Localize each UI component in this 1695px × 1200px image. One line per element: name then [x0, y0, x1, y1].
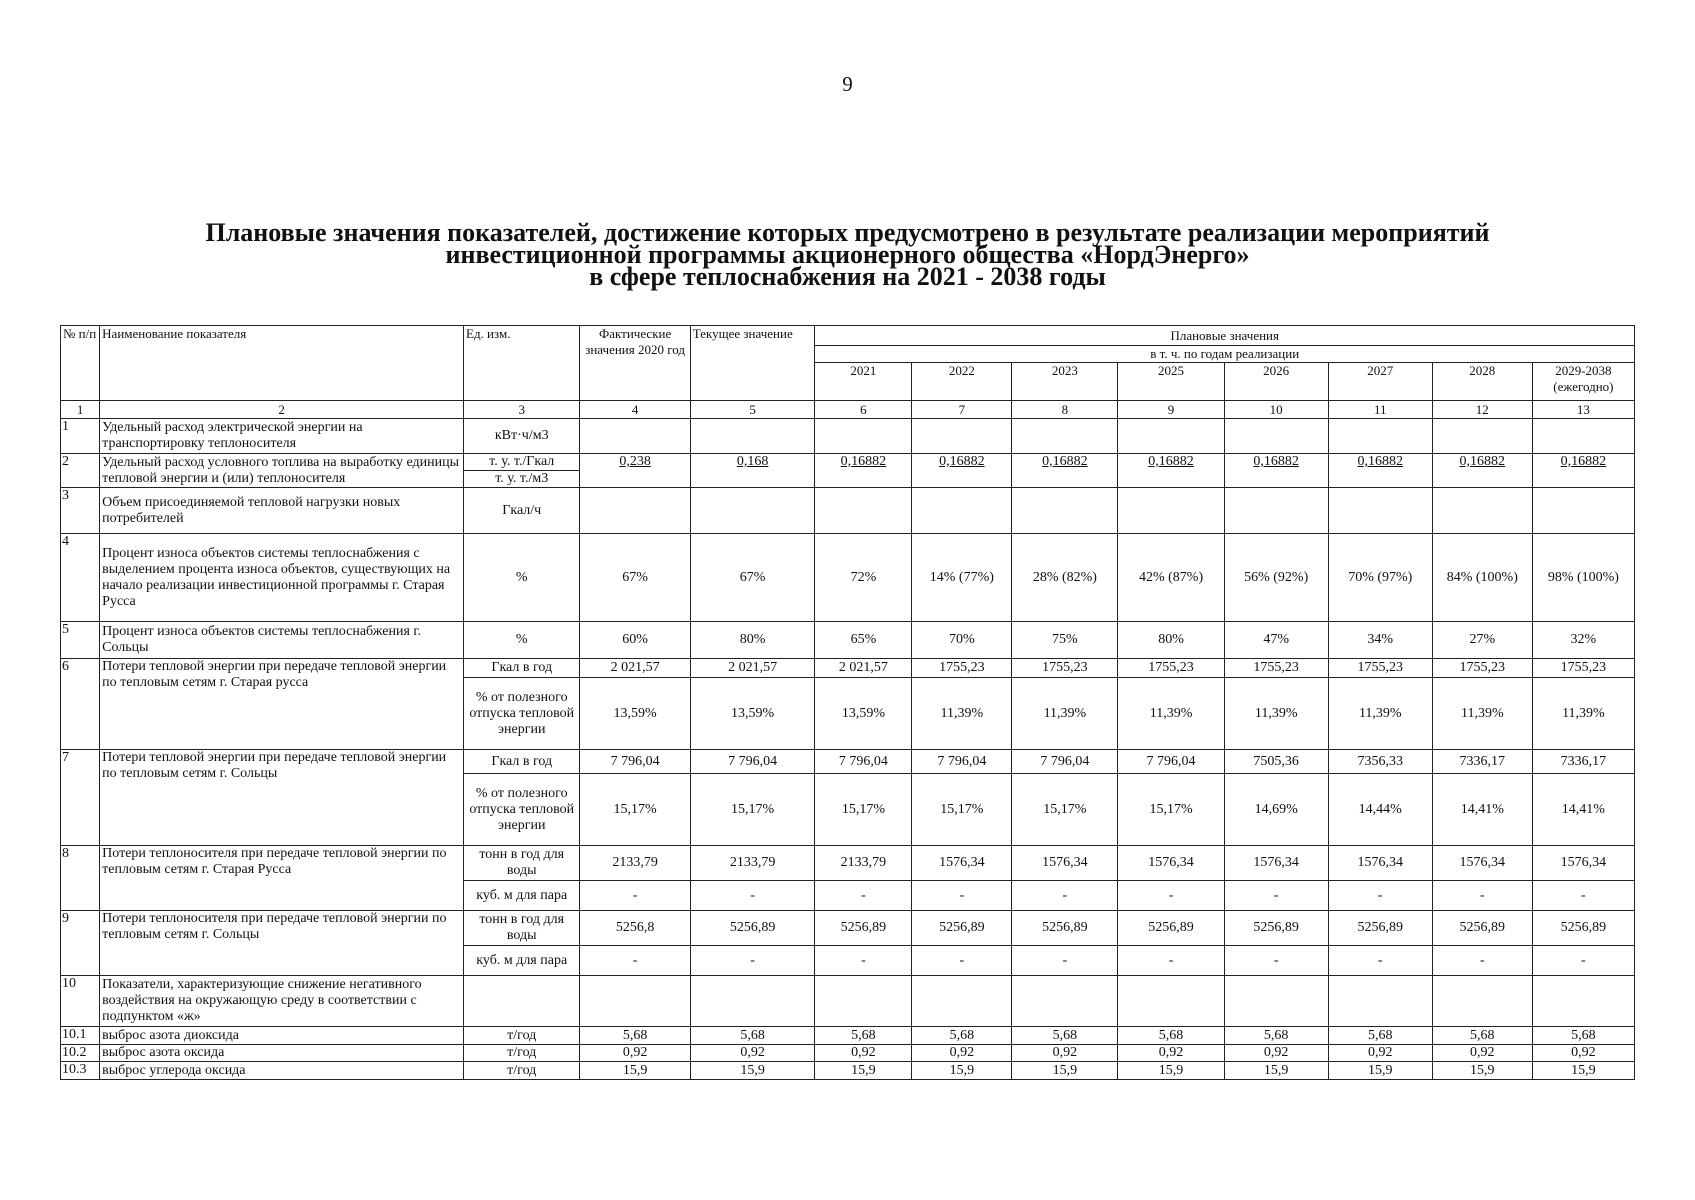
value-cell: 47% — [1224, 622, 1328, 659]
column-number: 10 — [1224, 401, 1328, 419]
header-year: 2026 — [1224, 363, 1328, 401]
column-number: 9 — [1118, 401, 1224, 419]
value-cell: - — [815, 946, 912, 976]
column-number: 2 — [100, 401, 464, 419]
value-cell: 0,92 — [1012, 1045, 1118, 1062]
value-cell — [1432, 976, 1532, 1027]
value-cell: 0,92 — [1328, 1045, 1432, 1062]
value-cell: 11,39% — [1012, 678, 1118, 750]
value-cell: 1755,23 — [1224, 659, 1328, 678]
value-cell: 2 021,57 — [580, 659, 690, 678]
header-plan: Плановые значения — [815, 326, 1635, 346]
value-cell — [815, 419, 912, 454]
value-cell: 15,9 — [1012, 1062, 1118, 1080]
unit-cell: % — [464, 534, 580, 622]
value-cell — [580, 488, 690, 534]
value-cell: - — [1012, 946, 1118, 976]
table-row — [61, 750, 1635, 774]
table-row — [61, 911, 1635, 946]
value-cell — [690, 488, 815, 534]
value-cell: 70% (97%) — [1328, 534, 1432, 622]
value-cell: 5,68 — [690, 1027, 815, 1045]
value-cell: 5256,89 — [1118, 911, 1224, 946]
value-cell: 7356,33 — [1328, 750, 1432, 774]
row-number: 6 — [61, 659, 100, 750]
indicator-name: Процент износа объектов системы теплоснабжения с выделением процента износа объектов, существующих на начало реализации инвестиционной программы г. Старая Русса — [100, 534, 464, 622]
indicator-name: выброс азота оксида — [100, 1045, 464, 1062]
value-cell: 15,9 — [1224, 1062, 1328, 1080]
value-cell: 5256,89 — [912, 911, 1012, 946]
value-cell: 5256,89 — [690, 911, 815, 946]
row-number: 10.1 — [61, 1027, 100, 1045]
value-cell — [1118, 488, 1224, 534]
value-cell: 1755,23 — [1328, 659, 1432, 678]
value-cell: 32% — [1532, 622, 1634, 659]
value-cell: 72% — [815, 534, 912, 622]
unit-cell — [464, 976, 580, 1027]
value-cell — [815, 488, 912, 534]
value-cell — [1224, 419, 1328, 454]
value-cell: 1755,23 — [1118, 659, 1224, 678]
value-cell — [912, 419, 1012, 454]
value-cell: 5256,89 — [1432, 911, 1532, 946]
row-number: 8 — [61, 846, 100, 911]
value-cell: 34% — [1328, 622, 1432, 659]
value-cell — [580, 419, 690, 454]
value-cell: 5256,89 — [1012, 911, 1118, 946]
unit-cell: т/год — [464, 1045, 580, 1062]
value-cell: 0,16882 — [1118, 454, 1224, 488]
value-cell: 67% — [580, 534, 690, 622]
value-cell: 15,17% — [1012, 774, 1118, 846]
value-cell: 5256,89 — [1224, 911, 1328, 946]
value-cell: 2133,79 — [580, 846, 690, 881]
unit-cell: Гкал в год — [464, 659, 580, 678]
value-cell: 0,92 — [1432, 1045, 1532, 1062]
row-number: 4 — [61, 534, 100, 622]
value-cell: 15,9 — [1532, 1062, 1634, 1080]
value-cell: 7 796,04 — [690, 750, 815, 774]
column-number: 6 — [815, 401, 912, 419]
value-cell: - — [1118, 946, 1224, 976]
value-cell: - — [912, 881, 1012, 911]
value-cell — [580, 976, 690, 1027]
value-cell: 0,92 — [1118, 1045, 1224, 1062]
indicator-name: Процент износа объектов системы теплоснабжения г. Сольцы — [100, 622, 464, 659]
value-cell — [1328, 976, 1432, 1027]
unit-cell: т. у. т./Гкал — [464, 454, 580, 471]
value-cell: 15,17% — [912, 774, 1012, 846]
row-number: 9 — [61, 911, 100, 976]
table-row — [61, 1062, 1635, 1080]
table-row — [61, 846, 1635, 881]
value-cell — [1532, 419, 1634, 454]
value-cell: 5256,89 — [815, 911, 912, 946]
value-cell: 0,16882 — [815, 454, 912, 488]
value-cell — [1012, 419, 1118, 454]
value-cell: 1755,23 — [912, 659, 1012, 678]
value-cell — [1118, 976, 1224, 1027]
table-row — [61, 659, 1635, 678]
value-cell: 80% — [690, 622, 815, 659]
value-cell: 15,9 — [912, 1062, 1012, 1080]
value-cell: 11,39% — [1432, 678, 1532, 750]
value-cell — [1224, 488, 1328, 534]
header-fact: Фактические значения 2020 год — [580, 326, 690, 401]
value-cell: - — [1532, 881, 1634, 911]
header-year: 2028 — [1432, 363, 1532, 401]
value-cell: 28% (82%) — [1012, 534, 1118, 622]
table-row — [61, 622, 1635, 659]
value-cell: 11,39% — [1328, 678, 1432, 750]
unit-cell: Гкал в год — [464, 750, 580, 774]
value-cell: 5,68 — [1328, 1027, 1432, 1045]
table-row — [61, 976, 1635, 1027]
value-cell — [1012, 976, 1118, 1027]
column-number: 8 — [1012, 401, 1118, 419]
value-cell: 1576,34 — [1012, 846, 1118, 881]
value-cell: 0,92 — [815, 1045, 912, 1062]
value-cell: 1755,23 — [1432, 659, 1532, 678]
row-number: 5 — [61, 622, 100, 659]
indicators-table — [60, 325, 1635, 1080]
indicator-name: выброс азота диоксида — [100, 1027, 464, 1045]
header-unit: Ед. изм. — [464, 326, 580, 401]
value-cell: 0,16882 — [1012, 454, 1118, 488]
value-cell: 11,39% — [1224, 678, 1328, 750]
column-number: 11 — [1328, 401, 1432, 419]
value-cell: 7 796,04 — [1012, 750, 1118, 774]
value-cell: 1755,23 — [1012, 659, 1118, 678]
value-cell: 15,9 — [815, 1062, 912, 1080]
value-cell: 0,16882 — [912, 454, 1012, 488]
value-cell: 5256,8 — [580, 911, 690, 946]
header-num: № п/п — [61, 326, 100, 401]
value-cell: - — [815, 881, 912, 911]
row-number: 10.3 — [61, 1062, 100, 1080]
value-cell: 7336,17 — [1432, 750, 1532, 774]
value-cell: - — [580, 946, 690, 976]
value-cell: 7 796,04 — [912, 750, 1012, 774]
value-cell — [815, 976, 912, 1027]
header-name: Наименование показателя — [100, 326, 464, 401]
unit-cell: куб. м для пара — [464, 946, 580, 976]
value-cell: 5,68 — [1012, 1027, 1118, 1045]
value-cell — [1328, 488, 1432, 534]
value-cell — [1012, 488, 1118, 534]
unit-cell: тонн в год для воды — [464, 911, 580, 946]
value-cell: 5,68 — [815, 1027, 912, 1045]
value-cell: 5,68 — [1532, 1027, 1634, 1045]
value-cell: 15,17% — [1118, 774, 1224, 846]
value-cell: 98% (100%) — [1532, 534, 1634, 622]
value-cell: 1755,23 — [1532, 659, 1634, 678]
header-year: 2027 — [1328, 363, 1432, 401]
unit-cell: Гкал/ч — [464, 488, 580, 534]
indicator-name: Потери теплоносителя при передаче тепловой энергии по тепловым сетям г. Старая Русса — [100, 846, 464, 911]
value-cell: 7 796,04 — [580, 750, 690, 774]
unit-cell: т/год — [464, 1027, 580, 1045]
title-line-2: инвестиционной программы акционерного общества «НордЭнерго» — [445, 240, 1250, 269]
value-cell: 0,92 — [1224, 1045, 1328, 1062]
value-cell: 0,16882 — [1532, 454, 1634, 488]
header-current: Текущее значение — [690, 326, 815, 401]
value-cell: 2133,79 — [690, 846, 815, 881]
value-cell — [1432, 419, 1532, 454]
value-cell: 65% — [815, 622, 912, 659]
value-cell: 0,92 — [690, 1045, 815, 1062]
value-cell: 14,69% — [1224, 774, 1328, 846]
row-number: 10.2 — [61, 1045, 100, 1062]
value-cell: 60% — [580, 622, 690, 659]
value-cell — [690, 419, 815, 454]
value-cell: - — [1432, 881, 1532, 911]
value-cell: 70% — [912, 622, 1012, 659]
indicator-name: Удельный расход условного топлива на выработку единицы тепловой энергии и (или) теплоносителя — [100, 454, 464, 488]
unit-cell: куб. м для пара — [464, 881, 580, 911]
value-cell: 1576,34 — [1118, 846, 1224, 881]
value-cell: 15,17% — [690, 774, 815, 846]
value-cell: 5256,89 — [1328, 911, 1432, 946]
table-row — [61, 1027, 1635, 1045]
value-cell: 0,92 — [1532, 1045, 1634, 1062]
value-cell — [1224, 976, 1328, 1027]
unit-cell: % от полезного отпуска тепловой энергии — [464, 774, 580, 846]
value-cell: 1576,34 — [912, 846, 1012, 881]
unit-cell: тонн в год для воды — [464, 846, 580, 881]
row-number: 7 — [61, 750, 100, 846]
table-row — [61, 534, 1635, 622]
value-cell: 0,92 — [912, 1045, 1012, 1062]
value-cell: 0,168 — [690, 454, 815, 488]
value-cell: 0,92 — [580, 1045, 690, 1062]
value-cell — [1432, 488, 1532, 534]
column-number: 5 — [690, 401, 815, 419]
header-year: 2021 — [815, 363, 912, 401]
value-cell: 5256,89 — [1532, 911, 1634, 946]
value-cell: 5,68 — [912, 1027, 1012, 1045]
value-cell: 0,16882 — [1432, 454, 1532, 488]
header-plan-sub: в т. ч. по годам реализации — [815, 346, 1635, 363]
unit-cell: т. у. т./м3 — [464, 471, 580, 488]
value-cell: 14,44% — [1328, 774, 1432, 846]
value-cell: 1576,34 — [1532, 846, 1634, 881]
value-cell: 15,9 — [1118, 1062, 1224, 1080]
value-cell: 56% (92%) — [1224, 534, 1328, 622]
value-cell: 67% — [690, 534, 815, 622]
value-cell: 1576,34 — [1432, 846, 1532, 881]
indicator-name: выброс углерода оксида — [100, 1062, 464, 1080]
indicator-name: Удельный расход электрической энергии на транспортировку теплоносителя — [100, 419, 464, 454]
unit-cell: % — [464, 622, 580, 659]
value-cell: 0,16882 — [1224, 454, 1328, 488]
value-cell: 13,59% — [690, 678, 815, 750]
value-cell: 7 796,04 — [1118, 750, 1224, 774]
unit-cell: % от полезного отпуска тепловой энергии — [464, 678, 580, 750]
column-number: 12 — [1432, 401, 1532, 419]
value-cell: 5,68 — [1224, 1027, 1328, 1045]
value-cell: 15,9 — [1432, 1062, 1532, 1080]
page-number: 9 — [842, 72, 853, 96]
value-cell: 15,17% — [815, 774, 912, 846]
row-number: 10 — [61, 976, 100, 1027]
header-year: 2023 — [1012, 363, 1118, 401]
value-cell: - — [1432, 946, 1532, 976]
value-cell: - — [912, 946, 1012, 976]
value-cell: - — [690, 881, 815, 911]
value-cell: - — [1118, 881, 1224, 911]
value-cell: 1576,34 — [1328, 846, 1432, 881]
table-row — [61, 1045, 1635, 1062]
title-line-3: в сфере теплоснабжения на 2021 - 2038 годы — [589, 262, 1106, 291]
value-cell: 11,39% — [912, 678, 1012, 750]
value-cell: 14,41% — [1532, 774, 1634, 846]
indicator-name: Потери тепловой энергии при передаче тепловой энергии по тепловым сетям г. Сольцы — [100, 750, 464, 846]
value-cell — [1532, 976, 1634, 1027]
document-title — [60, 218, 1635, 291]
value-cell: 0,238 — [580, 454, 690, 488]
value-cell: 13,59% — [815, 678, 912, 750]
column-number: 4 — [580, 401, 690, 419]
value-cell — [690, 976, 815, 1027]
header-year: 2025 — [1118, 363, 1224, 401]
value-cell: - — [1328, 881, 1432, 911]
value-cell — [912, 488, 1012, 534]
column-number: 7 — [912, 401, 1012, 419]
value-cell: 27% — [1432, 622, 1532, 659]
value-cell: 7505,36 — [1224, 750, 1328, 774]
value-cell: 2133,79 — [815, 846, 912, 881]
value-cell: 7336,17 — [1532, 750, 1634, 774]
value-cell: 15,9 — [690, 1062, 815, 1080]
value-cell: 80% — [1118, 622, 1224, 659]
header-year: 2029-2038 (ежегодно) — [1532, 363, 1634, 401]
unit-cell: т/год — [464, 1062, 580, 1080]
table-row — [61, 454, 1635, 471]
value-cell: 2 021,57 — [690, 659, 815, 678]
row-number: 1 — [61, 419, 100, 454]
value-cell: - — [1224, 946, 1328, 976]
value-cell: 15,17% — [580, 774, 690, 846]
value-cell: - — [690, 946, 815, 976]
title-line-1: Плановые значения показателей, достижение которых предусмотрено в результате реализации мероприятий — [205, 218, 1490, 247]
table-row — [61, 488, 1635, 534]
value-cell: 7 796,04 — [815, 750, 912, 774]
value-cell: - — [1328, 946, 1432, 976]
table-row — [61, 419, 1635, 454]
value-cell — [1118, 419, 1224, 454]
indicator-name: Показатели, характеризующие снижение негативного воздействия на окружающую среду в соответствии с подпунктом «ж» — [100, 976, 464, 1027]
value-cell: 1576,34 — [1224, 846, 1328, 881]
column-number: 1 — [61, 401, 100, 419]
value-cell: 5,68 — [580, 1027, 690, 1045]
value-cell: 14,41% — [1432, 774, 1532, 846]
value-cell: 75% — [1012, 622, 1118, 659]
row-number: 2 — [61, 454, 100, 488]
value-cell — [912, 976, 1012, 1027]
value-cell: 15,9 — [1328, 1062, 1432, 1080]
value-cell: - — [1012, 881, 1118, 911]
indicator-name: Потери теплоносителя при передаче тепловой энергии по тепловым сетям г. Сольцы — [100, 911, 464, 976]
value-cell: 2 021,57 — [815, 659, 912, 678]
column-number: 13 — [1532, 401, 1634, 419]
value-cell: 11,39% — [1532, 678, 1634, 750]
value-cell — [1328, 419, 1432, 454]
column-number: 3 — [464, 401, 580, 419]
value-cell: 0,16882 — [1328, 454, 1432, 488]
value-cell — [1532, 488, 1634, 534]
value-cell: 13,59% — [580, 678, 690, 750]
value-cell: 15,9 — [580, 1062, 690, 1080]
indicator-name: Потери тепловой энергии при передаче тепловой энергии по тепловым сетям г. Старая русса — [100, 659, 464, 750]
value-cell: 11,39% — [1118, 678, 1224, 750]
value-cell: - — [580, 881, 690, 911]
value-cell: 5,68 — [1118, 1027, 1224, 1045]
value-cell: 42% (87%) — [1118, 534, 1224, 622]
indicator-name: Объем присоединяемой тепловой нагрузки новых потребителей — [100, 488, 464, 534]
unit-cell: кВт·ч/м3 — [464, 419, 580, 454]
header-year: 2022 — [912, 363, 1012, 401]
value-cell: - — [1532, 946, 1634, 976]
value-cell: - — [1224, 881, 1328, 911]
value-cell: 5,68 — [1432, 1027, 1532, 1045]
value-cell: 14% (77%) — [912, 534, 1012, 622]
value-cell: 84% (100%) — [1432, 534, 1532, 622]
row-number: 3 — [61, 488, 100, 534]
